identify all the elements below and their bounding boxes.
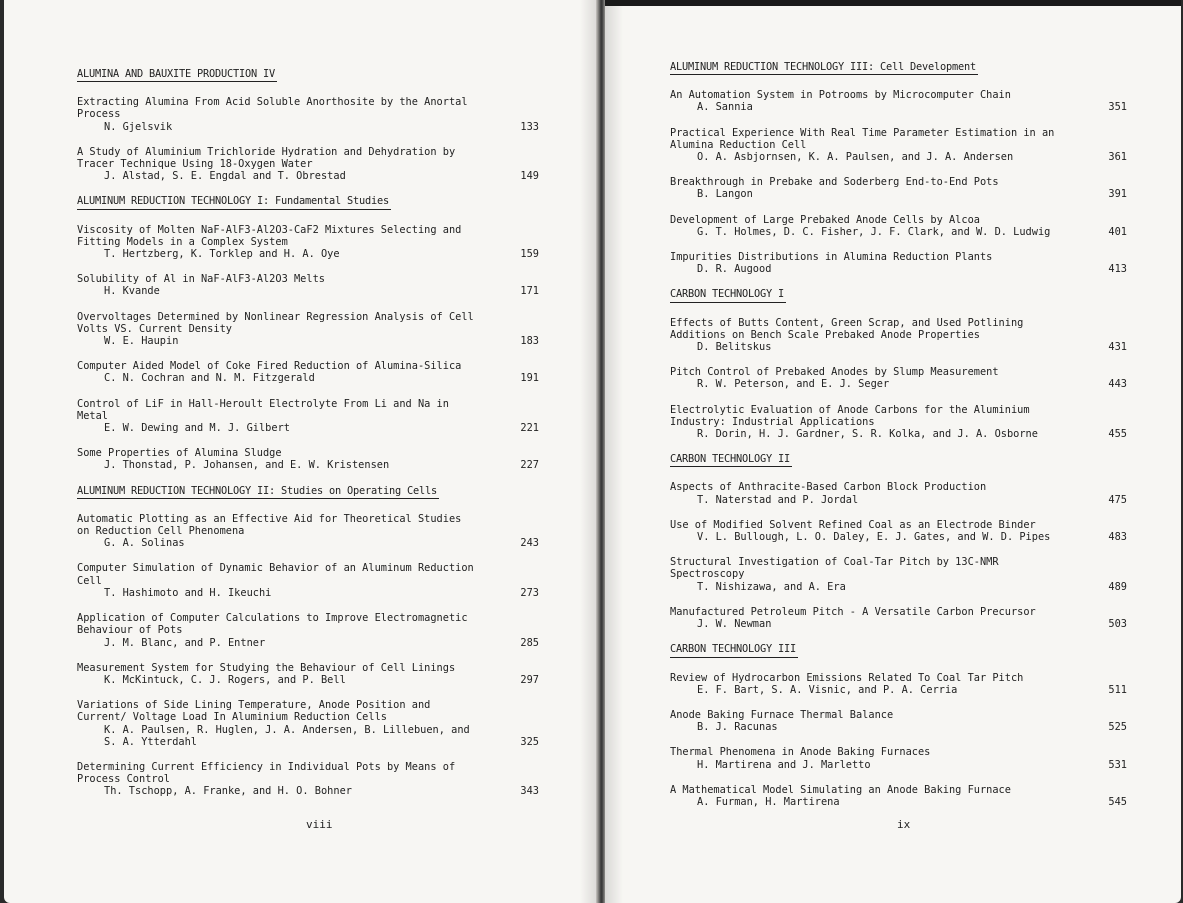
toc-section (77, 195, 539, 471)
toc-entry (77, 513, 539, 550)
entry-title: Viscosity of Molten NaF-AlF3-Al2O3-CaF2 Mixtures Selecting and Fitting Models in a Complex System (77, 223, 462, 248)
entry-authors: D. R. Augood (697, 263, 772, 276)
toc-section (77, 68, 539, 182)
entry-page-number: 401 (1108, 225, 1127, 238)
entry-page-number: 545 (1108, 795, 1127, 808)
entry-authors: B. Langon (697, 188, 753, 201)
entry-authors: J. Thonstad, P. Johansen, and E. W. Kristensen (104, 459, 390, 472)
entry-title: Extracting Alumina From Acid Soluble Anorthosite by the Anortal Process (77, 96, 468, 121)
entry-page-number: 391 (1108, 188, 1127, 201)
entry-page-number: 159 (520, 248, 539, 261)
entry-authors: A. Furman, H. Martirena (697, 795, 840, 808)
entry-title: Structural Investigation of Coal-Tar Pitch by 13C-NMR Spectroscopy (670, 556, 999, 581)
toc-entry (77, 699, 539, 748)
entry-page-number: 413 (1108, 263, 1127, 276)
toc-entry (670, 556, 1127, 593)
entry-title: Variations of Side Lining Temperature, Anode Position and Current/ Voltage Load In Aluminium Reduction Cells (77, 699, 431, 724)
section-heading: ALUMINA AND BAUXITE PRODUCTION IV (77, 68, 277, 82)
entry-page-number: 243 (520, 537, 539, 550)
toc-entry (77, 662, 539, 686)
entry-authors: B. J. Racunas (697, 721, 778, 734)
entry-page-number: 483 (1108, 531, 1127, 544)
entry-page-number: 475 (1108, 493, 1127, 506)
entry-authors: K. McKintuck, C. J. Rogers, and P. Bell (104, 673, 346, 686)
right-contents-list (670, 61, 1127, 821)
entry-title: Solubility of Al in NaF-AlF3-Al2O3 Melts (77, 273, 325, 286)
entry-authors: T. Naterstad and P. Jordal (697, 493, 859, 506)
toc-entry (670, 251, 1127, 275)
entry-authors: C. N. Cochran and N. M. Fitzgerald (104, 372, 315, 385)
section-heading: ALUMINUM REDUCTION TECHNOLOGY I: Fundamental Studies (77, 195, 391, 209)
toc-entry (670, 481, 1127, 505)
entry-title: Thermal Phenomena in Anode Baking Furnaces (670, 746, 931, 759)
entry-title: Practical Experience With Real Time Parameter Estimation in an Alumina Reduction Cell (670, 126, 1055, 151)
toc-entry (77, 612, 539, 649)
entry-title: Some Properties of Alumina Sludge (77, 447, 282, 460)
entry-authors: O. A. Asbjornsen, K. A. Paulsen, and J. A. Andersen (697, 151, 1014, 164)
entry-authors: Th. Tschopp, A. Franke, and H. O. Bohner (104, 785, 352, 798)
toc-entry (77, 447, 539, 471)
entry-authors: J. M. Blanc, and P. Entner (104, 636, 266, 649)
entry-title: Overvoltages Determined by Nonlinear Regression Analysis of Cell Volts VS. Current Density (77, 310, 474, 335)
toc-entry (670, 404, 1127, 441)
entry-authors: R. W. Peterson, and E. J. Seger (697, 378, 890, 391)
toc-entry (77, 311, 539, 348)
entry-page-number: 149 (520, 170, 539, 183)
entry-title: Control of LiF in Hall-Heroult Electrolyte From Li and Na in Metal (77, 397, 449, 422)
entry-page-number: 221 (520, 422, 539, 435)
entry-authors: T. Nishizawa, and A. Era (697, 580, 846, 593)
entry-title: Manufactured Petroleum Pitch - A Versatile Carbon Precursor (670, 605, 1036, 618)
entry-page-number: 489 (1108, 580, 1127, 593)
entry-page-number: 443 (1108, 378, 1127, 391)
entry-title: Development of Large Prebaked Anode Cells by Alcoa (670, 213, 980, 226)
entry-page-number: 343 (520, 785, 539, 798)
toc-entry (77, 146, 539, 183)
entry-page-number: 455 (1108, 428, 1127, 441)
entry-page-number: 183 (520, 335, 539, 348)
entry-page-number: 285 (520, 636, 539, 649)
entry-title: An Automation System in Potrooms by Microcomputer Chain (670, 89, 1011, 102)
toc-section (670, 453, 1127, 630)
entry-page-number: 171 (520, 285, 539, 298)
entry-title: Breakthrough in Prebake and Soderberg End-to-End Pots (670, 176, 999, 189)
entry-authors: R. Dorin, H. J. Gardner, S. R. Kolka, and J. A. Osborne (697, 428, 1038, 441)
entry-page-number: 227 (520, 459, 539, 472)
toc-entry (670, 784, 1127, 808)
entry-title: Electrolytic Evaluation of Anode Carbons for the Aluminium Industry: Industrial Applications (670, 403, 1030, 428)
entry-title: Aspects of Anthracite-Based Carbon Block Production (670, 481, 987, 494)
entry-authors: E. F. Bart, S. A. Visnic, and P. A. Cerria (697, 683, 958, 696)
entry-page-number: 191 (520, 372, 539, 385)
entry-title: Impurities Distributions in Alumina Reduction Plants (670, 251, 993, 264)
entry-title: A Mathematical Model Simulating an Anode Baking Furnace (670, 783, 1011, 796)
section-heading: CARBON TECHNOLOGY III (670, 643, 798, 657)
toc-section (670, 288, 1127, 440)
entry-authors: T. Hertzberg, K. Torklep and H. A. Oye (104, 248, 340, 261)
toc-entry (77, 224, 539, 261)
entry-authors: H. Kvande (104, 285, 160, 298)
left-page (4, 0, 598, 903)
section-heading: CARBON TECHNOLOGY I (670, 288, 786, 302)
entry-title: Effects of Butts Content, Green Scrap, and Used Potlining Additions on Bench Scale Prebaked Anode Properties (670, 316, 1024, 341)
toc-entry (77, 96, 539, 133)
entry-page-number: 531 (1108, 758, 1127, 771)
toc-entry (670, 317, 1127, 354)
entry-title: Measurement System for Studying the Behaviour of Cell Linings (77, 661, 456, 674)
entry-authors: J. Alstad, S. E. Engdal and T. Obrestad (104, 170, 346, 183)
left-contents-list (77, 68, 539, 811)
entry-title: Computer Simulation of Dynamic Behavior of an Aluminum Reduction Cell (77, 562, 474, 587)
toc-entry (77, 562, 539, 599)
entry-page-number: 325 (520, 735, 539, 748)
toc-entry (670, 672, 1127, 696)
toc-entry (670, 366, 1127, 390)
entry-page-number: 133 (520, 120, 539, 133)
toc-entry (670, 606, 1127, 630)
toc-entry (77, 360, 539, 384)
toc-entry (670, 127, 1127, 164)
entry-title: Automatic Plotting as an Effective Aid for Theoretical Studies on Reduction Cell Phenomena (77, 512, 462, 538)
entry-authors: T. Hashimoto and H. Ikeuchi (104, 586, 272, 599)
entry-authors: G. T. Holmes, D. C. Fisher, J. F. Clark, and W. D. Ludwig (697, 225, 1051, 238)
entry-authors: G. A. Solinas (104, 537, 185, 550)
entry-page-number: 525 (1108, 721, 1127, 734)
section-heading: ALUMINUM REDUCTION TECHNOLOGY III: Cell Development (670, 61, 978, 75)
toc-entry (670, 709, 1127, 733)
entry-page-number: 351 (1108, 101, 1127, 114)
entry-page-number: 431 (1108, 341, 1127, 354)
entry-authors: N. Gjelsvik (104, 120, 173, 133)
toc-section (77, 485, 539, 798)
entry-authors: A. Sannia (697, 101, 753, 114)
entry-page-number: 297 (520, 673, 539, 686)
entry-page-number: 511 (1108, 683, 1127, 696)
entry-authors: D. Belitskus (697, 341, 772, 354)
toc-entry (77, 273, 539, 297)
entry-title: Use of Modified Solvent Refined Coal as an Electrode Binder (670, 518, 1036, 531)
entry-title: A Study of Aluminium Trichloride Hydration and Dehydration by Tracer Technique Using 18-Oxygen Water (77, 145, 456, 171)
entry-page-number: 273 (520, 586, 539, 599)
entry-page-number: 361 (1108, 151, 1127, 164)
left-page-number: viii (306, 818, 333, 831)
entry-title: Review of Hydrocarbon Emissions Related To Coal Tar Pitch (670, 671, 1024, 684)
toc-section (670, 643, 1127, 808)
entry-authors: J. W. Newman (697, 618, 772, 631)
entry-title: Computer Aided Model of Coke Fired Reduction of Alumina-Silica (77, 360, 462, 373)
entry-authors: W. E. Haupin (104, 335, 179, 348)
entry-page-number: 503 (1108, 618, 1127, 631)
section-heading: ALUMINUM REDUCTION TECHNOLOGY II: Studies on Operating Cells (77, 485, 439, 499)
entry-title: Determining Current Efficiency in Individual Pots by Means of Process Control (77, 760, 456, 786)
toc-entry (670, 89, 1127, 113)
toc-entry (77, 761, 539, 798)
entry-authors: V. L. Bullough, L. O. Daley, E. J. Gates, and W. D. Pipes (697, 531, 1051, 544)
entry-title: Anode Baking Furnace Thermal Balance (670, 708, 894, 721)
toc-section (670, 61, 1127, 275)
right-page-number: ix (897, 818, 911, 831)
entry-title: Application of Computer Calculations to Improve Electromagnetic Behaviour of Pots (77, 612, 468, 637)
right-page (605, 0, 1181, 903)
toc-entry (670, 746, 1127, 770)
entry-title: Pitch Control of Prebaked Anodes by Slump Measurement (670, 366, 999, 379)
entry-authors: H. Martirena and J. Marletto (697, 758, 871, 771)
toc-entry (77, 398, 539, 435)
entry-authors: K. A. Paulsen, R. Huglen, J. A. Andersen, B. Lillebuen, and S. A. Ytterdahl (104, 723, 470, 748)
toc-entry (670, 176, 1127, 200)
entry-authors: E. W. Dewing and M. J. Gilbert (104, 422, 290, 435)
section-heading: CARBON TECHNOLOGY II (670, 453, 792, 467)
toc-entry (670, 214, 1127, 238)
toc-entry (670, 519, 1127, 543)
